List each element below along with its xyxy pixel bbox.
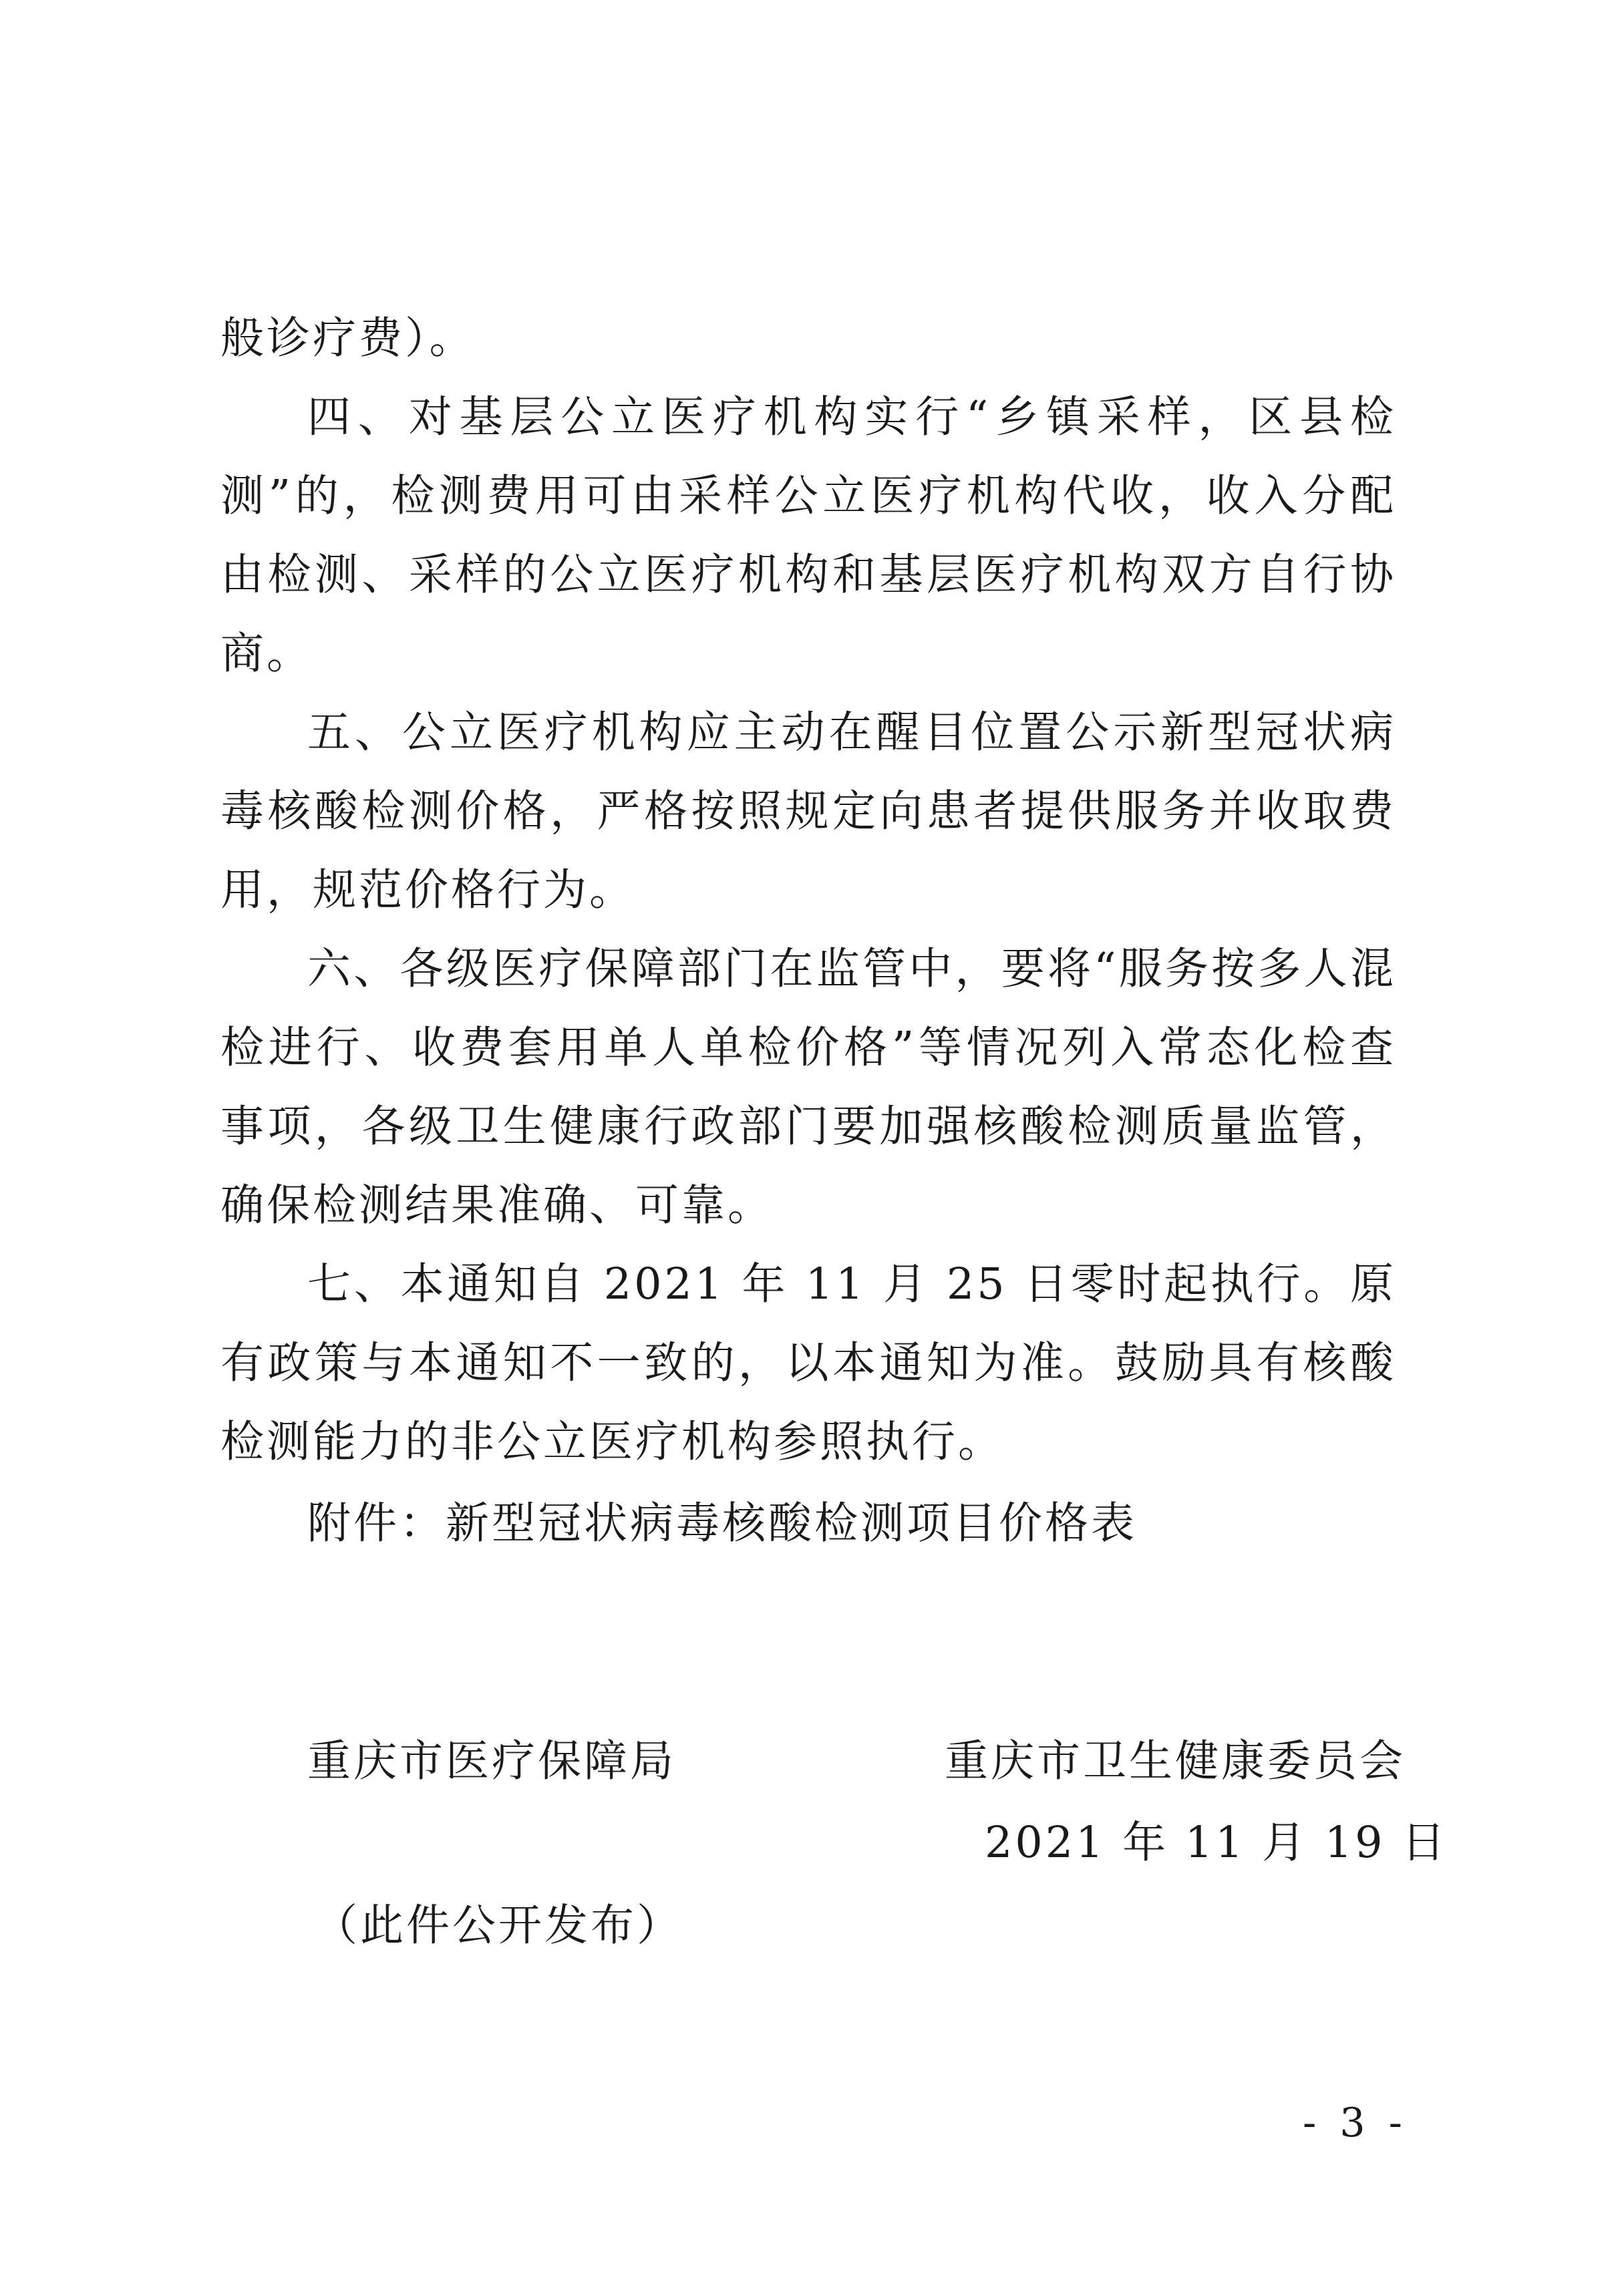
paragraph-item-seven: 七、本通知自 2021 年 11 月 25 日零时起执行。原有政策与本通知不一致的，以本通知为准。鼓励具有核酸检测能力的非公立医疗机构参照执行。 bbox=[220, 1259, 1396, 1467]
document-body bbox=[220, 299, 1396, 1482]
issuer-medical-security-bureau: 重庆市医疗保障局 bbox=[307, 1736, 677, 1786]
page-number: - 3 - bbox=[1303, 2100, 1408, 2146]
publish-note: （此件公开发布） bbox=[314, 1901, 683, 1951]
paragraph-item-six: 六、各级医疗保障部门在监管中，要将“服务按多人混检进行、收费套用单人单检价格”等情况列入常态化检查事项，各级卫生健康行政部门要加强核酸检测质量监管，确保检测结果准确、可靠。 bbox=[220, 944, 1396, 1231]
paragraph-continuation: 般诊疗费）。 bbox=[220, 313, 476, 363]
attachment-line: 附件：新型冠状病毒核酸检测项目价格表 bbox=[307, 1498, 1138, 1548]
issue-date: 2021 年 11 月 19 日 bbox=[985, 1818, 1448, 1868]
issuer-health-commission: 重庆市卫生健康委员会 bbox=[945, 1736, 1406, 1786]
paragraph-item-four: 四、对基层公立医疗机构实行“乡镇采样，区县检测”的，检测费用可由采样公立医疗机构代收，收入分配由检测、采样的公立医疗机构和基层医疗机构双方自行协商。 bbox=[220, 392, 1396, 679]
paragraph-item-five: 五、公立医疗机构应主动在醒目位置公示新型冠状病毒核酸检测价格，严格按照规定向患者提供服务并收取费用，规范价格行为。 bbox=[220, 707, 1396, 915]
